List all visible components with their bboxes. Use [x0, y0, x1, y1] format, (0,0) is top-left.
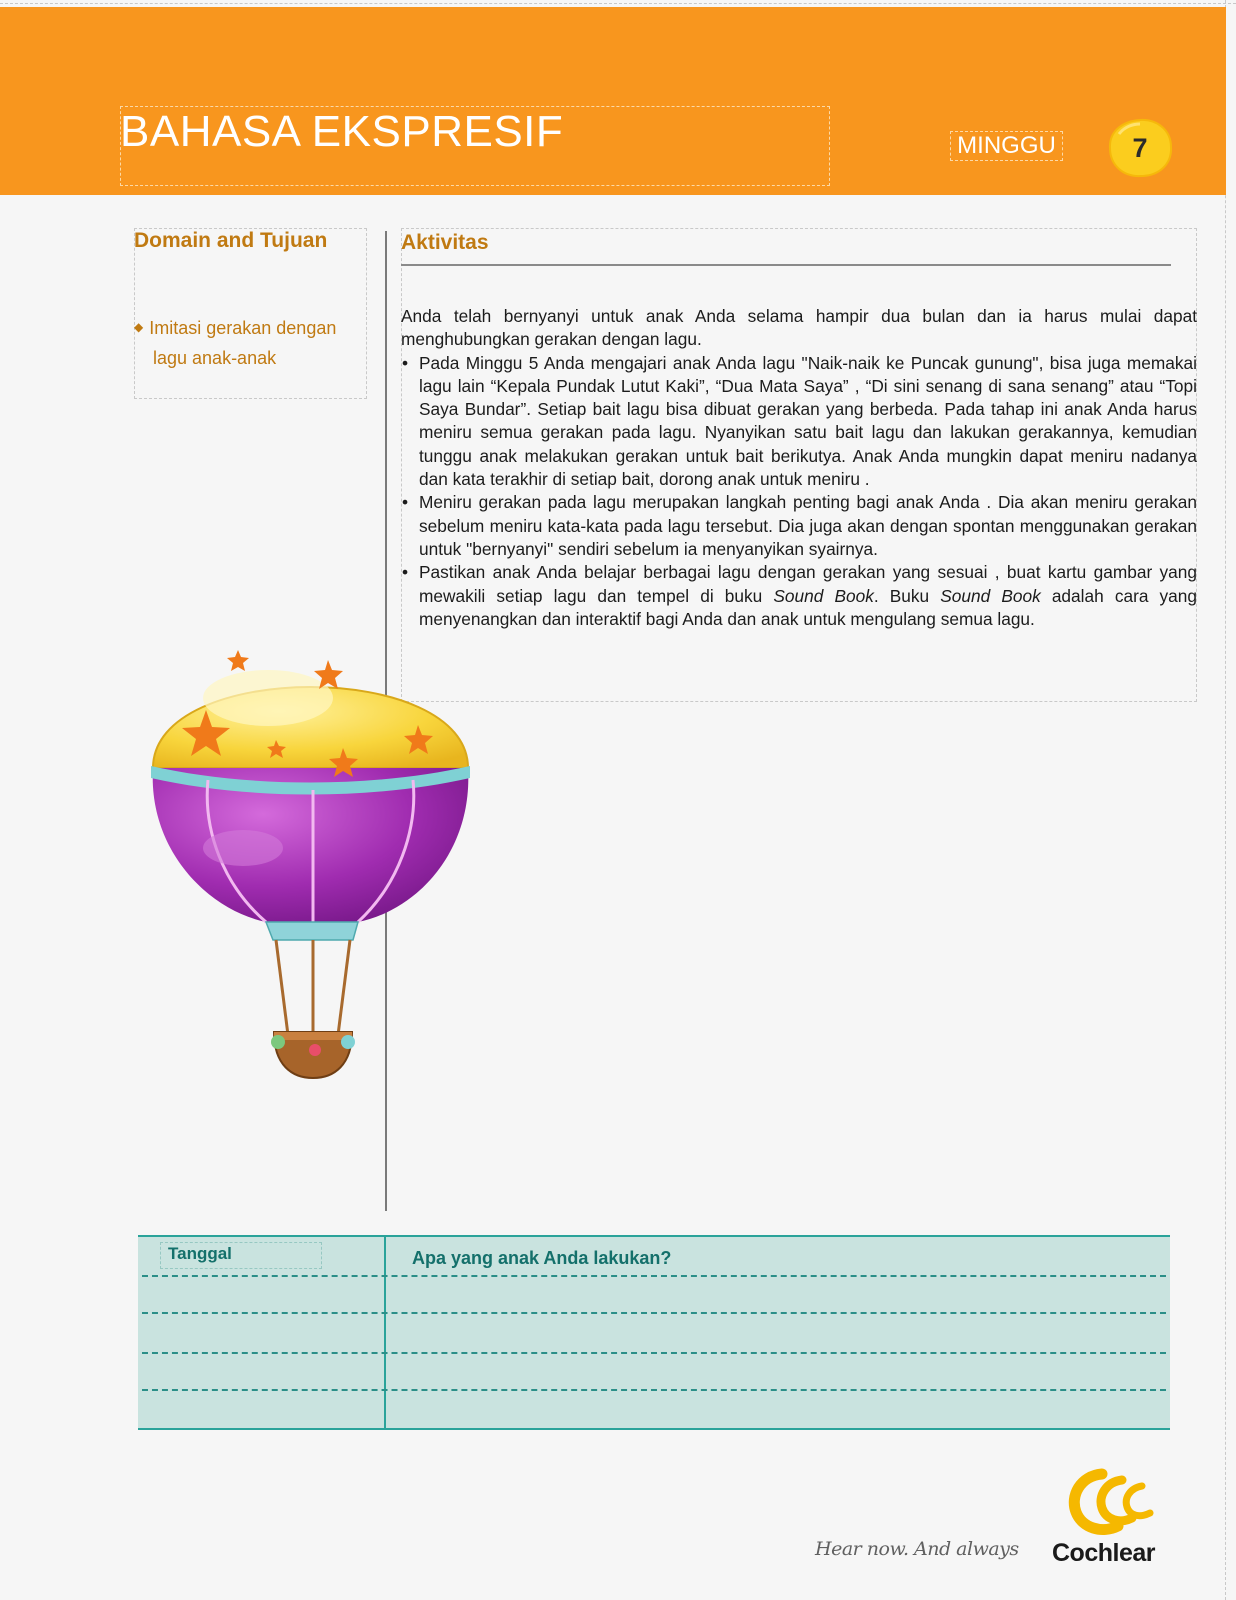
observation-column-header: Apa yang anak Anda lakukan? — [412, 1248, 672, 1268]
week-number: 7 — [1132, 133, 1148, 163]
activity-bullet-3 — [401, 561, 1197, 631]
page-edge-right — [1225, 0, 1226, 1600]
bullet-icon: ◆ — [134, 320, 144, 334]
sound-book-title: Sound Book — [773, 585, 874, 606]
activity-heading: Aktivitas — [401, 231, 489, 254]
table-row-line — [142, 1389, 1166, 1391]
date-column-header: Tanggal — [168, 1244, 232, 1263]
domain-heading: Domain and Tujuan — [134, 229, 328, 252]
hot-air-balloon-illustration — [148, 640, 478, 1100]
activity-body — [401, 305, 1197, 631]
table-row-line — [142, 1275, 1166, 1277]
activity-bullet-2: • Meniru gerakan pada lagu merupakan langkah penting bagi anak Anda . Dia akan meniru gerakan sebelum meniru kata-kata pada lagu tersebut. Dia juga akan dengan spontan menggunakan gerakan untuk "bernyanyi" sendiri sebelum ia menyanyikan syairnya. — [401, 491, 1197, 561]
cochlear-logo-wordmark: Cochlear — [1052, 1539, 1155, 1567]
activity-bullet-3-part-c: adalah cara yang menyenangkan dan interaktif bagi Anda dan anak untuk mengulang semua lagu. — [419, 585, 1198, 629]
goal-line-2: lagu anak-anak — [153, 348, 277, 368]
table-row-line — [142, 1352, 1166, 1354]
page-title: BAHASA EKSPRESIF — [120, 107, 564, 156]
activity-intro: Anda telah bernyanyi untuk anak Anda selama hampir dua bulan dan ia harus mulai dapat menghubungkan gerakan dengan lagu. — [401, 306, 1197, 350]
sound-book-title-2: Sound Book — [940, 585, 1041, 606]
goal-item — [134, 312, 364, 343]
goal-line-1: Imitasi gerakan dengan — [149, 318, 337, 338]
page-edge-top — [0, 3, 1236, 4]
observation-table-divider — [384, 1235, 386, 1430]
footer-tagline: Hear now. And always — [815, 1538, 1019, 1560]
week-label: MINGGU — [950, 131, 1063, 161]
activity-bullet-3-part-a: Pastikan anak Anda belajar berbagai lagu dengan gerakan yang sesuai , buat kartu gambar yang mewakili setiap lagu dan tempel di buku — [419, 562, 1197, 606]
activity-heading-rule — [401, 264, 1171, 266]
activity-list — [401, 352, 1197, 632]
table-row-line — [142, 1312, 1166, 1314]
activity-bullet-1: • Pada Minggu 5 Anda mengajari anak Anda lagu "Naik-naik ke Puncak gunung", bisa juga memakai lagu lain “Kepala Pundak Lutut Kaki”, “Dua Mata Saya” , “Di sini senang di sana senang” atau “Topi Saya Bundar”. Setiap bait lagu bisa dibuat gerakan yang berbeda. Pada tahap ini anak Anda harus meniru semua gerakan pada lagu. Nyanyikan satu bait lagu dan lakukan gerakannya, kemudian tunggu anak melakukan gerakan untuk bait berikutya. Anak Anda mungkin dapat meniru nadanya dan kata terakhir di setiap bait, dorong anak untuk meniru . — [401, 352, 1197, 492]
activity-bullet-3-part-b: . Buku — [873, 585, 941, 606]
cochlear-logo-icon — [1062, 1466, 1162, 1536]
goal-list — [134, 312, 364, 373]
